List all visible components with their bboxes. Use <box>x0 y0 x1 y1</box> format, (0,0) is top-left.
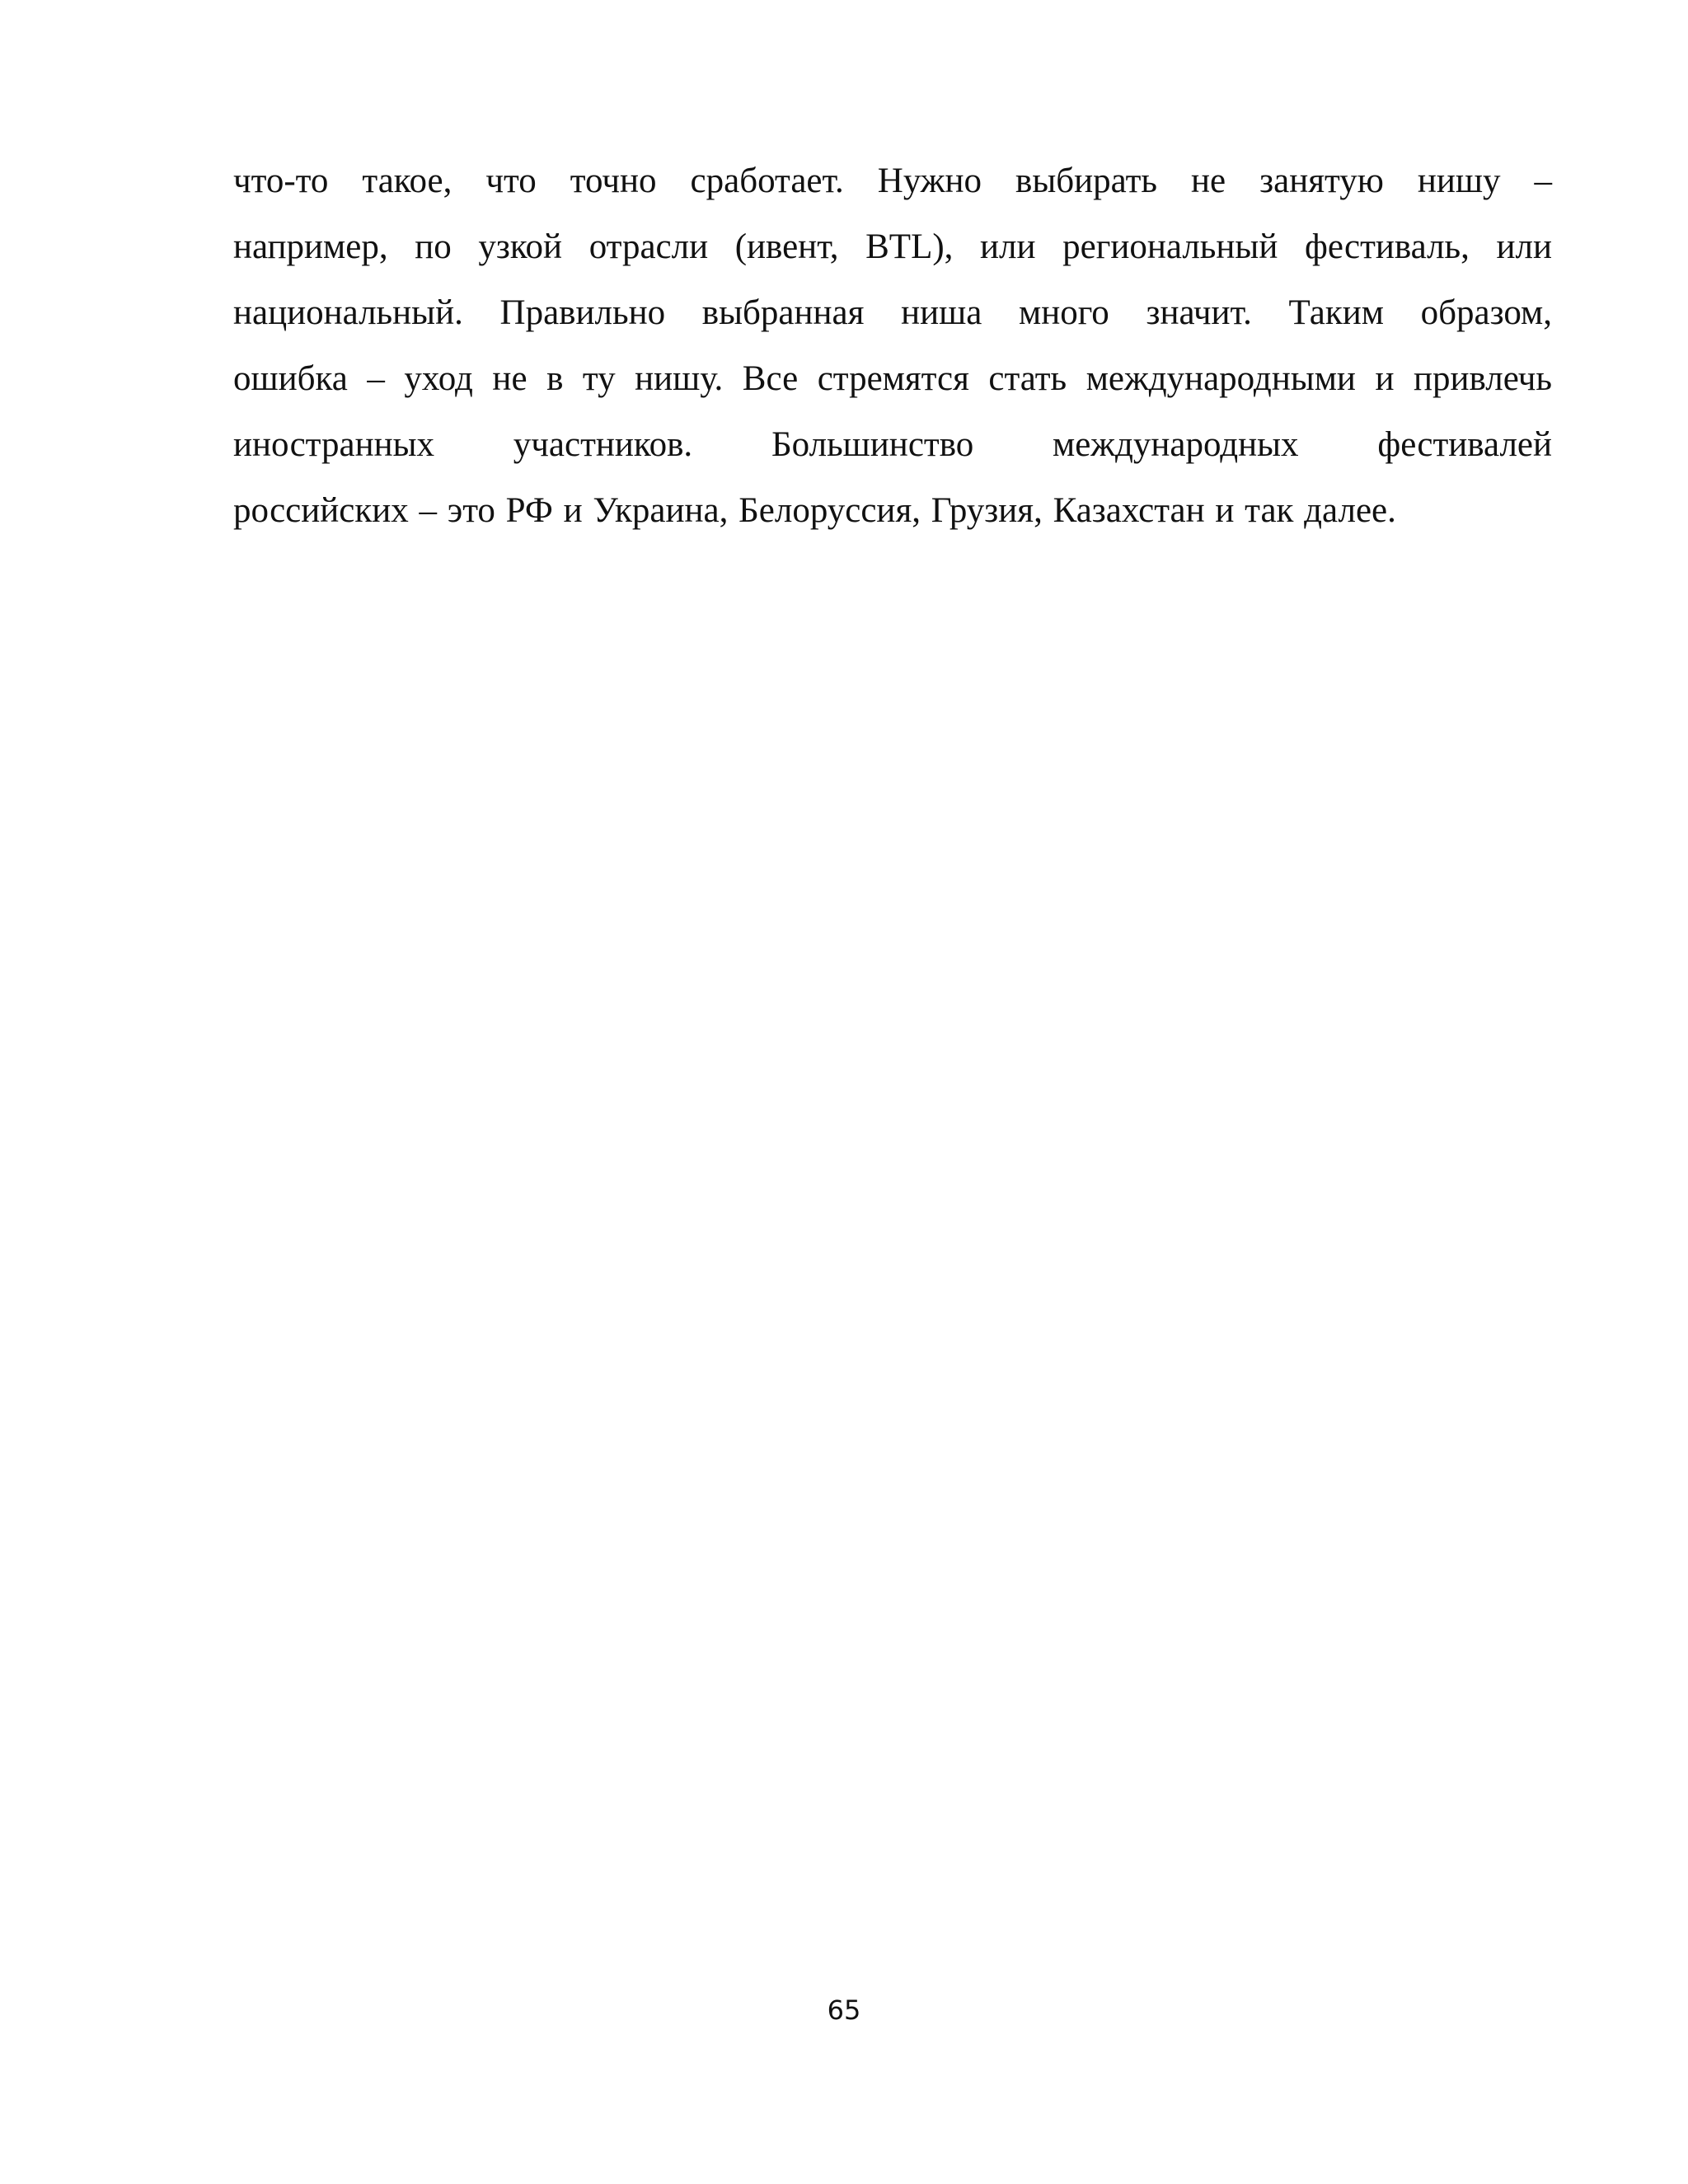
paragraph-line-5: иностранных участников. Большинство международных фестивалей <box>233 425 1552 464</box>
paragraph-line-4: ошибка – уход не в ту нишу. Все стремятся стать международными и привлечь <box>233 359 1552 398</box>
paragraph-line-3: национальный. Правильно выбранная ниша много значит. Таким образом, <box>233 293 1552 332</box>
page-number: 65 <box>827 1994 861 2026</box>
paragraph-line-1: что-то такое, что точно сработает. Нужно выбирать не занятую нишу – <box>233 162 1552 200</box>
body-paragraph <box>233 148 1552 544</box>
paragraph-line-2: например, по узкой отрасли (ивент, BTL), или региональный фестиваль, или <box>233 227 1552 266</box>
paragraph-line-6: российских – это РФ и Украина, Белоруссия, Грузия, Казахстан и так далее. <box>233 491 1396 530</box>
